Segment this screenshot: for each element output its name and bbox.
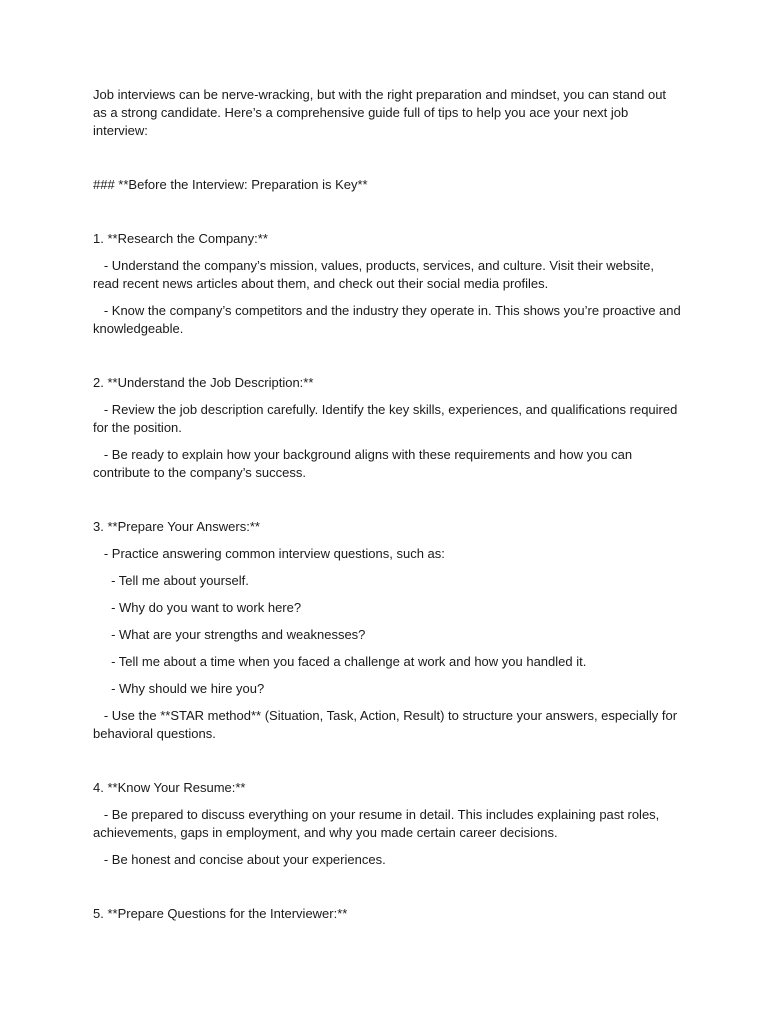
list-item-bullet: - Use the **STAR method** (Situation, Task, Action, Result) to structure your answers, especially for behavioral questions.	[93, 708, 681, 741]
list-item-bullet: - Know the company’s competitors and the industry they operate in. This shows you’re proactive and knowledgeable.	[93, 303, 685, 336]
list-item-heading: 5. **Prepare Questions for the Interviewer:**	[93, 906, 348, 921]
list-item-bullet: - Be ready to explain how your background aligns with these requirements and how you can contribute to the company’s success.	[93, 447, 636, 480]
list-item-heading: 1. **Research the Company:**	[93, 231, 268, 246]
list-item-bullet: - Understand the company’s mission, values, products, services, and culture. Visit their website, read recent news articles about them, and check out their social media profiles.	[93, 258, 658, 291]
list-item-bullet: - Review the job description carefully. Identify the key skills, experiences, and qualifications required for the position.	[93, 402, 681, 435]
document-body	[93, 86, 683, 923]
list-item-subbullet: - Tell me about yourself.	[93, 573, 249, 588]
list-item-bullet: - Practice answering common interview questions, such as:	[93, 546, 445, 561]
list-item-subbullet: - Tell me about a time when you faced a challenge at work and how you handled it.	[93, 654, 587, 669]
list-item-subbullet: - Why should we hire you?	[93, 681, 265, 696]
list-item-bullet: - Be honest and concise about your experiences.	[93, 852, 386, 867]
list-item-subbullet: - Why do you want to work here?	[93, 600, 302, 615]
list-item-heading: 2. **Understand the Job Description:**	[93, 375, 314, 390]
list-item-bullet: - Be prepared to discuss everything on your resume in detail. This includes explaining past roles, achievements, gaps in employment, and why you made certain career decisions.	[93, 807, 663, 840]
section-heading: ### **Before the Interview: Preparation is Key**	[93, 177, 368, 192]
list-item-subbullet: - What are your strengths and weaknesses?	[93, 627, 366, 642]
intro-paragraph: Job interviews can be nerve-wracking, but with the right preparation and mindset, you can stand out as a strong candidate. Here’s a comprehensive guide full of tips to help you ace your next job interview:	[93, 87, 667, 138]
list-item-heading: 3. **Prepare Your Answers:**	[93, 519, 260, 534]
list-item-heading: 4. **Know Your Resume:**	[93, 780, 246, 795]
